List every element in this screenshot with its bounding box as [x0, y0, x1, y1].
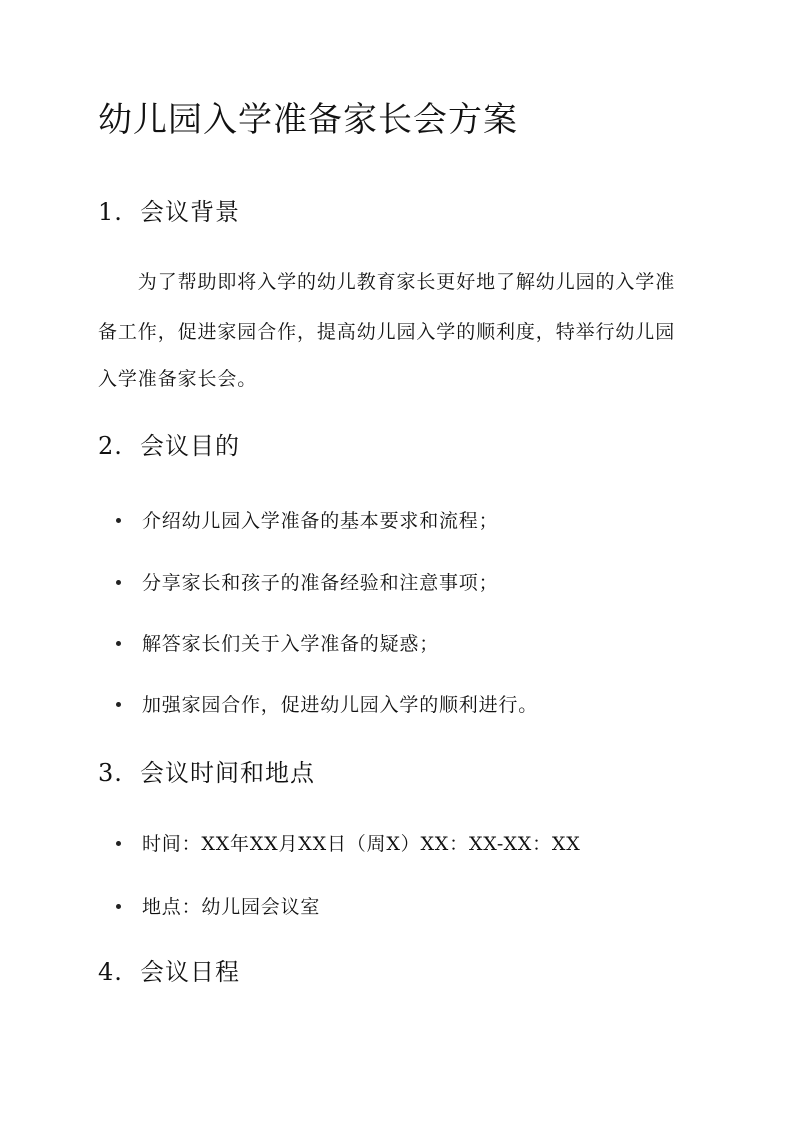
- list-item: [116, 691, 538, 719]
- paragraph-line: 为了帮助即将入学的幼儿教育家长更好地了解幼儿园的入学准: [98, 271, 676, 293]
- list-item-text: 介绍幼儿园入学准备的基本要求和流程；: [142, 510, 499, 532]
- bullet-icon: [116, 518, 121, 523]
- section-heading-background: [98, 196, 240, 228]
- list-item-text: 解答家长们关于入学准备的疑惑；: [142, 633, 440, 655]
- section-title: 会议背景: [140, 198, 240, 226]
- section-heading-time-location: [98, 757, 315, 789]
- section-heading-agenda: [98, 956, 240, 988]
- section-number: 1.: [98, 198, 123, 226]
- section-number: 2.: [98, 432, 123, 460]
- list-item-text: 加强家园合作，促进幼儿园入学的顺利进行。: [142, 694, 539, 716]
- list-item: [116, 569, 498, 597]
- section-title: 会议日程: [140, 958, 240, 986]
- section-title: 会议目的: [140, 432, 240, 460]
- list-item: [116, 507, 498, 535]
- section-heading-purpose: [98, 430, 240, 462]
- bullet-icon: [116, 702, 121, 707]
- list-item-text: 分享家长和孩子的准备经验和注意事项；: [142, 572, 499, 594]
- list-item-text: 时间：XX年XX月XX日（周X）XX：XX-XX：XX: [142, 833, 581, 855]
- bullet-icon: [116, 904, 121, 909]
- list-item: [116, 830, 581, 858]
- bullet-icon: [116, 641, 121, 646]
- bullet-icon: [116, 580, 121, 585]
- document-title: 幼儿园入学准备家长会方案: [98, 100, 518, 140]
- section-number: 3.: [98, 759, 123, 787]
- section-number: 4.: [98, 958, 123, 986]
- section-title: 会议时间和地点: [140, 759, 315, 787]
- list-item: [116, 630, 439, 658]
- paragraph-line: 备工作，促进家园合作，提高幼儿园入学的顺利度，特举行幼儿园: [98, 321, 676, 343]
- bullet-icon: [116, 841, 121, 846]
- paragraph-line: 入学准备家长会。: [98, 368, 258, 390]
- list-item: [116, 893, 320, 921]
- list-item-text: 地点：幼儿园会议室: [142, 896, 321, 918]
